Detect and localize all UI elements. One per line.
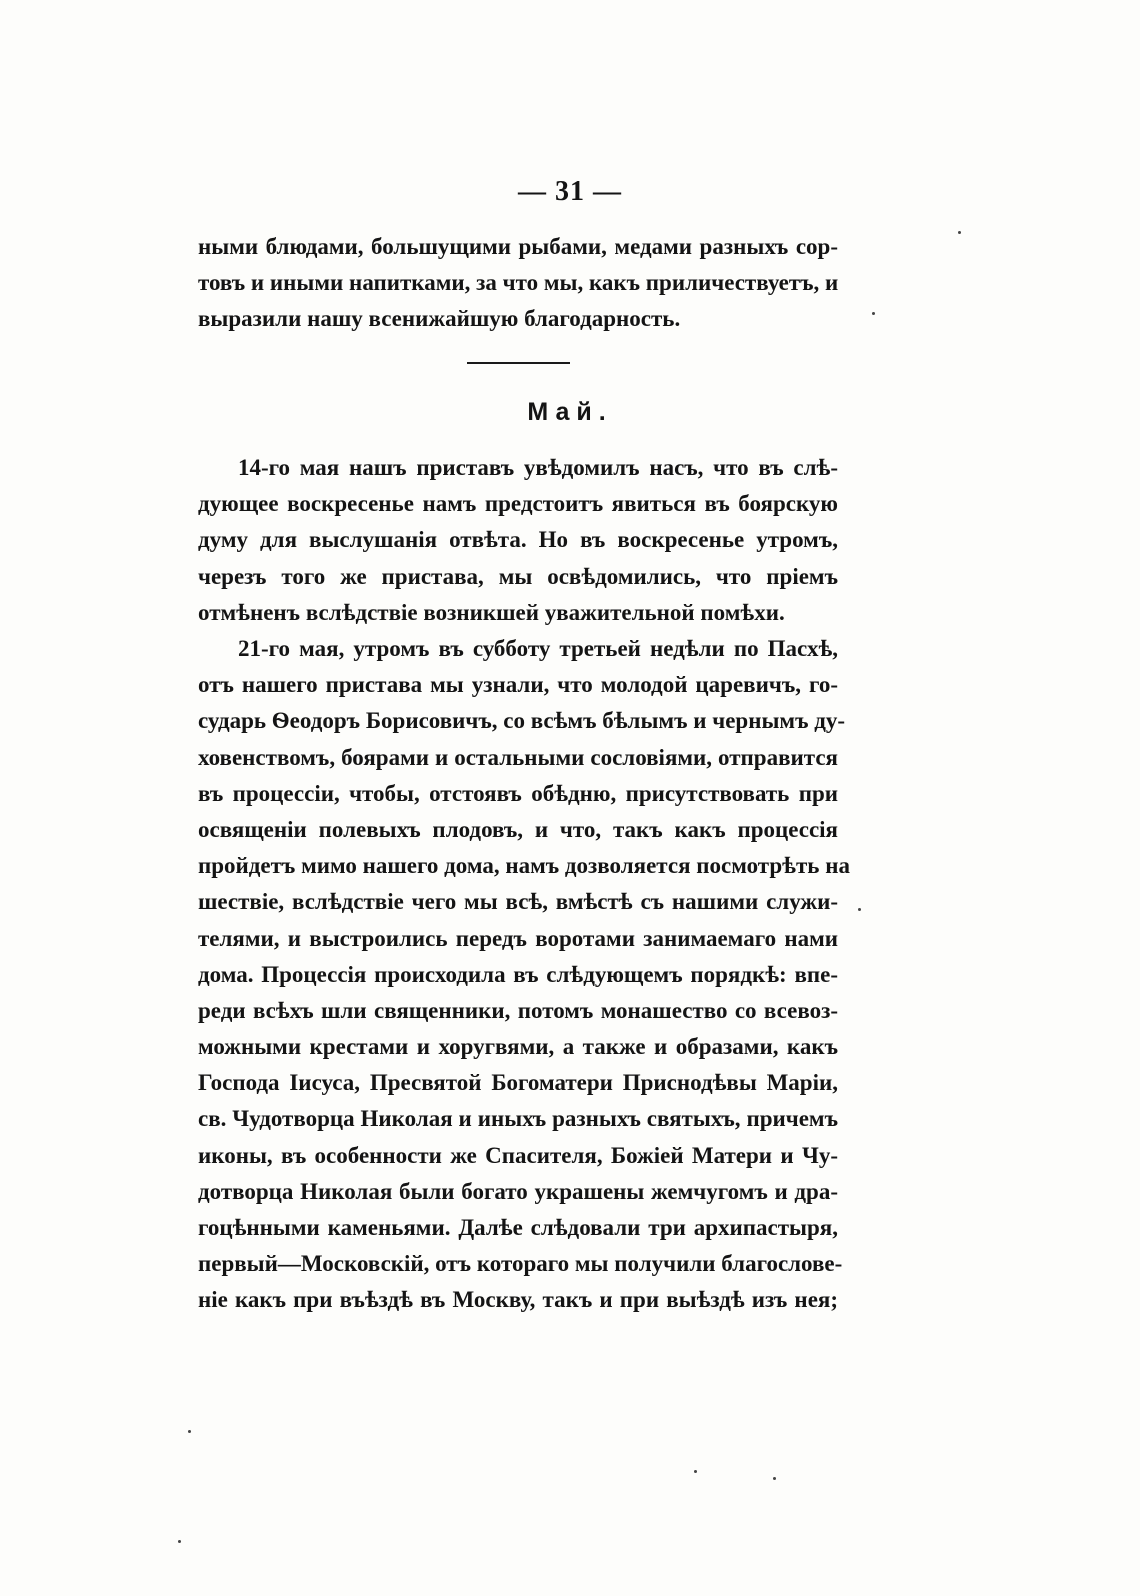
text-line: телями, и выстроились передъ воротами занимаемаго нами (198, 925, 838, 951)
scan-speck (178, 1540, 181, 1543)
text-line: гоцѣнными каменьями. Далѣе слѣдовали три архипастыря, (198, 1215, 838, 1240)
text-line: дотворца Николая были богато украшены жемчугомъ и дра- (198, 1178, 838, 1204)
text-line: освященіи полевыхъ плодовъ, и что, такъ какъ процессія (198, 816, 838, 842)
scan-speck (872, 312, 875, 315)
text-line: ніе какъ при въѣздѣ въ Москву, такъ и при выѣздѣ изъ нея; (198, 1287, 838, 1313)
scan-speck (858, 908, 861, 911)
paragraph-may-21 (198, 631, 850, 1319)
text-line: выразили нашу всенижайшую благодарность. (198, 306, 681, 332)
text-line: думу для выслушанія отвѣта. Но въ воскресенье утромъ, (198, 527, 838, 553)
text-line: иконы, въ особенности же Спасителя, Божіей Матери и Чу- (198, 1142, 838, 1168)
text-line: можными крестами и хоругвями, а также и образами, какъ (198, 1034, 838, 1060)
text-line: товъ и иными напитками, за что мы, какъ приличествуетъ, и (198, 270, 839, 296)
text-line: 21-го мая, утромъ въ субботу третьей недѣли по Пасхѣ, (238, 636, 838, 661)
continuation-paragraph (198, 229, 838, 338)
text-line: отъ нашего пристава мы узнали, что молодой царевичъ, го- (198, 672, 838, 698)
text-line: сударь Ѳеодоръ Борисовичъ, со всѣмъ бѣлымъ и чернымъ ду- (198, 708, 846, 734)
text-line: черезъ того же пристава, мы освѣдомились, что пріемъ (198, 563, 838, 589)
text-line: пройдетъ мимо нашего дома, намъ дозволяется посмотрѣть на (198, 853, 850, 879)
text-line: ховенствомъ, боярами и остальными сословіями, отправится (198, 744, 838, 770)
text-line: отмѣненъ вслѣдствіе возникшей уважительной помѣхи. (198, 599, 785, 625)
text-line: 14-го мая нашъ приставъ увѣдомилъ насъ, что въ слѣ- (238, 455, 838, 480)
scan-speck (958, 231, 961, 234)
section-heading: Май. (527, 398, 613, 426)
page-number: — 31 — (518, 176, 622, 207)
text-line: дующее воскресенье намъ предстоитъ явиться въ боярскую (198, 491, 838, 517)
text-line: шествіе, вслѣдствіе чего мы всѣ, вмѣстѣ съ нашими служи- (198, 889, 838, 915)
scan-speck (773, 1477, 776, 1480)
text-line: Господа Іисуса, Пресвятой Богоматери Приснодѣвы Маріи, (198, 1070, 838, 1096)
text-line: св. Чудотворца Николая и иныхъ разныхъ святыхъ, причемъ (198, 1106, 838, 1132)
section-divider (467, 362, 570, 364)
scan-speck (694, 1470, 697, 1473)
text-line: дома. Процессія происходила въ слѣдующемъ порядкѣ: впе- (198, 961, 838, 987)
paragraph-may-14 (198, 450, 838, 631)
text-line: реди всѣхъ шли священники, потомъ монашество со всевоз- (198, 997, 838, 1023)
text-line: въ процессіи, чтобы, отстоявъ обѣдню, присутствовать при (198, 780, 838, 806)
scan-speck (188, 1430, 191, 1433)
text-line: первый—Московскій, отъ котораго мы получили благослове- (198, 1251, 843, 1277)
text-line: ными блюдами, большущими рыбами, медами разныхъ сор- (198, 234, 838, 259)
